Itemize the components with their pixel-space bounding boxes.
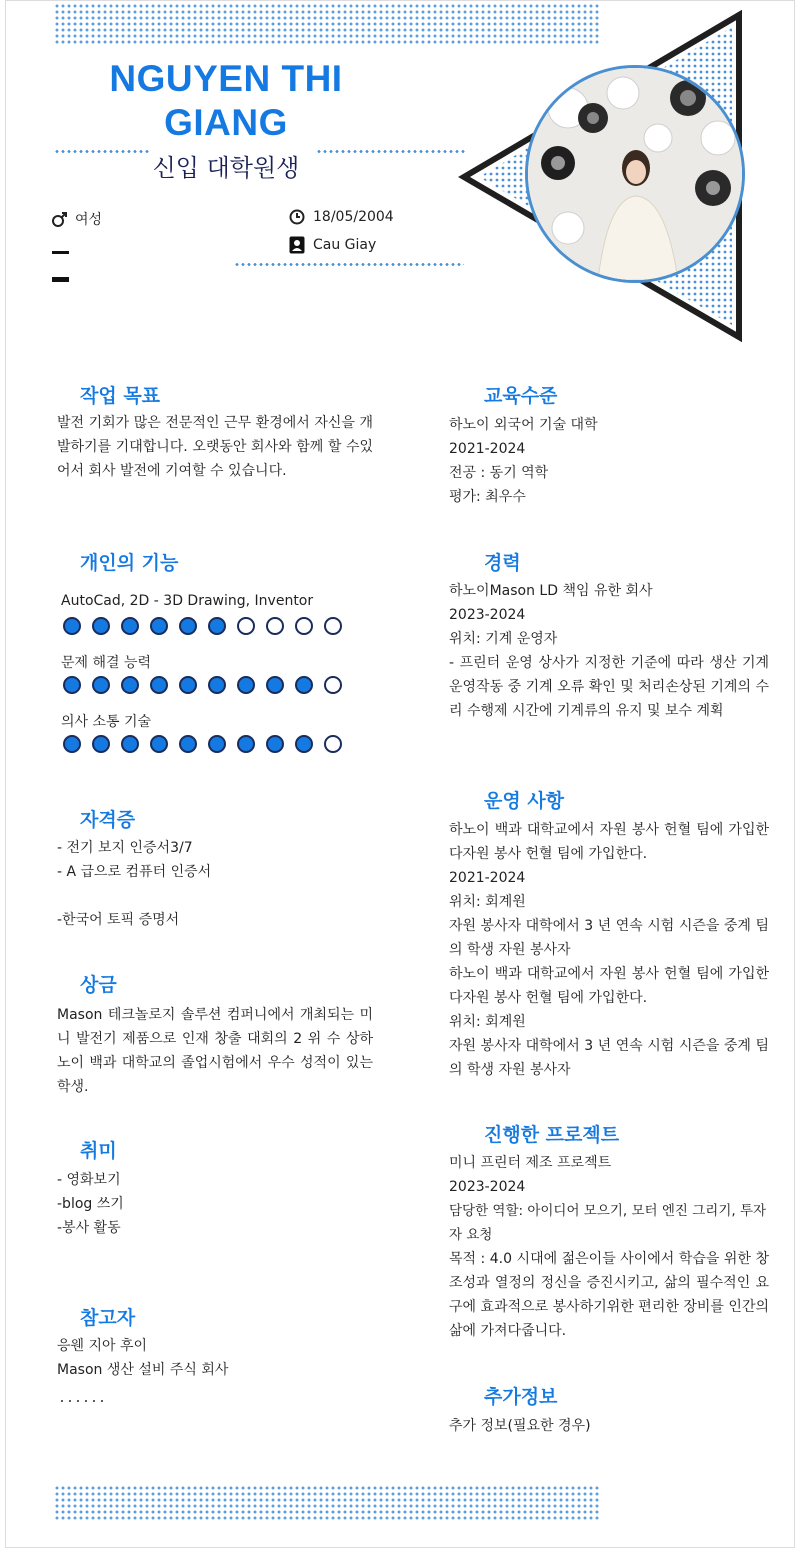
rating-dot-empty — [324, 676, 342, 694]
awards-heading: 상금 — [80, 974, 117, 996]
rating-dot-empty — [237, 617, 255, 635]
rating-dot-filled — [63, 735, 81, 753]
hobby-item-3: -봉사 활동 — [57, 1220, 121, 1236]
project-name: 미니 프린터 제조 프로젝트 — [449, 1155, 612, 1171]
rating-dot-empty — [295, 617, 313, 635]
rating-dot-filled — [266, 676, 284, 694]
education-heading: 교육수준 — [484, 385, 558, 407]
rating-dot-empty — [324, 617, 342, 635]
project-role: 담당한 역할: 아이디어 모으기, 모터 엔진 그리기, 투자자 요청 — [449, 1203, 767, 1243]
rating-dot-filled — [237, 676, 255, 694]
activity-desc-2: 자원 봉사자 대학에서 3 년 연속 시험 시즌을 중계 팀의 학생 자원 봉사자 — [449, 918, 769, 958]
project-period: 2023-2024 — [449, 1179, 526, 1195]
experience-heading: 경력 — [484, 552, 521, 574]
activity-desc-1: 하노이 백과 대학교에서 자원 봉사 헌혈 팀에 가입한다자원 봉사 헌혈 팀에 가입한다. — [449, 822, 769, 862]
certificate-item-2: - A 급으로 컴퓨터 인증서 — [57, 864, 212, 880]
education-period: 2021-2024 — [449, 441, 526, 457]
contact-card-icon — [289, 237, 305, 253]
rating-dot-empty — [324, 735, 342, 753]
skill-rating-2 — [63, 676, 342, 694]
certificates-heading: 자격증 — [80, 809, 136, 831]
rating-dot-filled — [121, 676, 139, 694]
rating-dot-filled — [92, 617, 110, 635]
project-goal: 목적 : 4.0 시대에 젊은이들 사이에서 학습을 위한 창조성과 열정의 정신을 증진시키고, 삶의 필수적인 요구에 효과적으로 봉사하기위한 편리한 장비를 인간의 삶에 가져다줍니다. — [449, 1251, 769, 1339]
experience-company: 하노이Mason LD 책임 유한 회사 — [449, 583, 653, 599]
rating-dot-filled — [237, 735, 255, 753]
hobby-item-2: -blog 쓰기 — [57, 1196, 124, 1212]
rating-dot-filled — [179, 617, 197, 635]
rating-dot-filled — [63, 676, 81, 694]
rating-dot-filled — [92, 735, 110, 753]
certificate-item-3: -한국어 토픽 증명서 — [57, 912, 180, 928]
rating-dot-filled — [92, 676, 110, 694]
rating-dot-filled — [208, 735, 226, 753]
rating-dot-filled — [63, 617, 81, 635]
rating-dot-filled — [266, 735, 284, 753]
education-grade: 평가: 최우수 — [449, 489, 526, 505]
skill-label-2: 문제 해결 능력 — [61, 655, 152, 671]
hobbies-heading: 취미 — [80, 1140, 117, 1162]
rating-dot-filled — [208, 617, 226, 635]
bottom-dot-band — [54, 1485, 601, 1521]
projects-heading: 진행한 프로젝트 — [484, 1124, 620, 1146]
rating-dot-filled — [121, 617, 139, 635]
profile-photo — [525, 65, 745, 283]
address-value: Cau Giay — [313, 237, 377, 253]
gender-value: 여성 — [75, 212, 103, 228]
education-school: 하노이 외국어 기술 대학 — [449, 417, 598, 433]
reference-cut-artifact — [58, 1400, 108, 1402]
rating-dot-filled — [121, 735, 139, 753]
candidate-name: NGUYEN THI GIANG — [109, 58, 343, 143]
rating-dot-filled — [208, 676, 226, 694]
rating-dot-filled — [150, 676, 168, 694]
rating-dot-filled — [179, 735, 197, 753]
address-row — [289, 237, 376, 253]
extra-heading: 추가정보 — [484, 1386, 558, 1408]
skill-rating-1 — [63, 617, 342, 635]
rating-dot-filled — [150, 735, 168, 753]
reference-heading: 참고자 — [80, 1307, 136, 1329]
info-bar-artifact-2 — [52, 277, 69, 282]
reference-name: 응웬 지아 후이 — [57, 1338, 148, 1354]
divider-dots-info — [234, 263, 464, 266]
rating-dot-filled — [150, 617, 168, 635]
hobby-item-1: - 영화보기 — [57, 1172, 121, 1188]
activity-desc-3: 하노이 백과 대학교에서 자원 봉사 헌혈 팀에 가입한다자원 봉사 헌혈 팀에 가입한다. — [449, 966, 769, 1006]
gender-row — [51, 209, 102, 229]
clock-icon — [289, 209, 305, 225]
skill-label-1: AutoCad, 2D - 3D Drawing, Inventor — [61, 593, 314, 609]
rating-dot-filled — [179, 676, 197, 694]
job-title: 신입 대학원생 — [152, 154, 300, 182]
experience-period: 2023-2024 — [449, 607, 526, 623]
activity-desc-4: 자원 봉사자 대학에서 3 년 연속 시험 시즌을 중계 팀의 학생 자원 봉사자 — [449, 1038, 769, 1078]
rating-dot-filled — [295, 735, 313, 753]
skill-label-3: 의사 소통 기술 — [61, 714, 152, 730]
rating-dot-empty — [266, 617, 284, 635]
info-bar-artifact — [52, 251, 69, 254]
activity-period: 2021-2024 — [449, 870, 526, 886]
activity-position-1: 위치: 회계원 — [449, 894, 526, 910]
education-major: 전공 : 동기 역학 — [449, 465, 549, 481]
birthdate-row — [289, 209, 394, 225]
rating-dot-filled — [295, 676, 313, 694]
gender-icon — [51, 211, 67, 227]
skill-rating-3 — [63, 735, 342, 753]
activities-heading: 운영 사항 — [484, 790, 565, 812]
objective-heading: 작업 목표 — [80, 385, 161, 407]
resume-page — [5, 0, 795, 1548]
skills-heading: 개인의 기능 — [80, 552, 179, 574]
certificate-item-1: - 전기 보지 인증서3/7 — [57, 840, 193, 856]
experience-position: 위치: 기계 운영자 — [449, 631, 558, 647]
reference-company: Mason 생산 설비 주식 회사 — [57, 1362, 229, 1378]
objective-text: 발전 기회가 많은 전문적인 근무 환경에서 자신을 개발하기를 기대합니다. 오랫동안 회사와 함께 할 수있어서 회사 발전에 기여할 수 있습니다. — [57, 415, 373, 479]
experience-desc: - 프린터 운영 상사가 지정한 기준에 따라 생산 기계 운영작동 중 기계 오류 확인 및 처리손상된 기계의 수리 수행제 시간에 기계류의 유지 및 보수 계획 — [449, 655, 769, 719]
extra-text: 추가 정보(필요한 경우) — [449, 1418, 591, 1434]
activity-position-2: 위치: 회계원 — [449, 1014, 526, 1030]
awards-text: Mason 테크놀로지 솔루션 컴퍼니에서 개최되는 미니 발전기 제품으로 인재 창출 대회의 2 위 수 상하노이 백과 대학교의 졸업시험에서 우수 성적이 있는 학생. — [57, 1007, 373, 1095]
birthdate-value: 18/05/2004 — [313, 209, 394, 225]
